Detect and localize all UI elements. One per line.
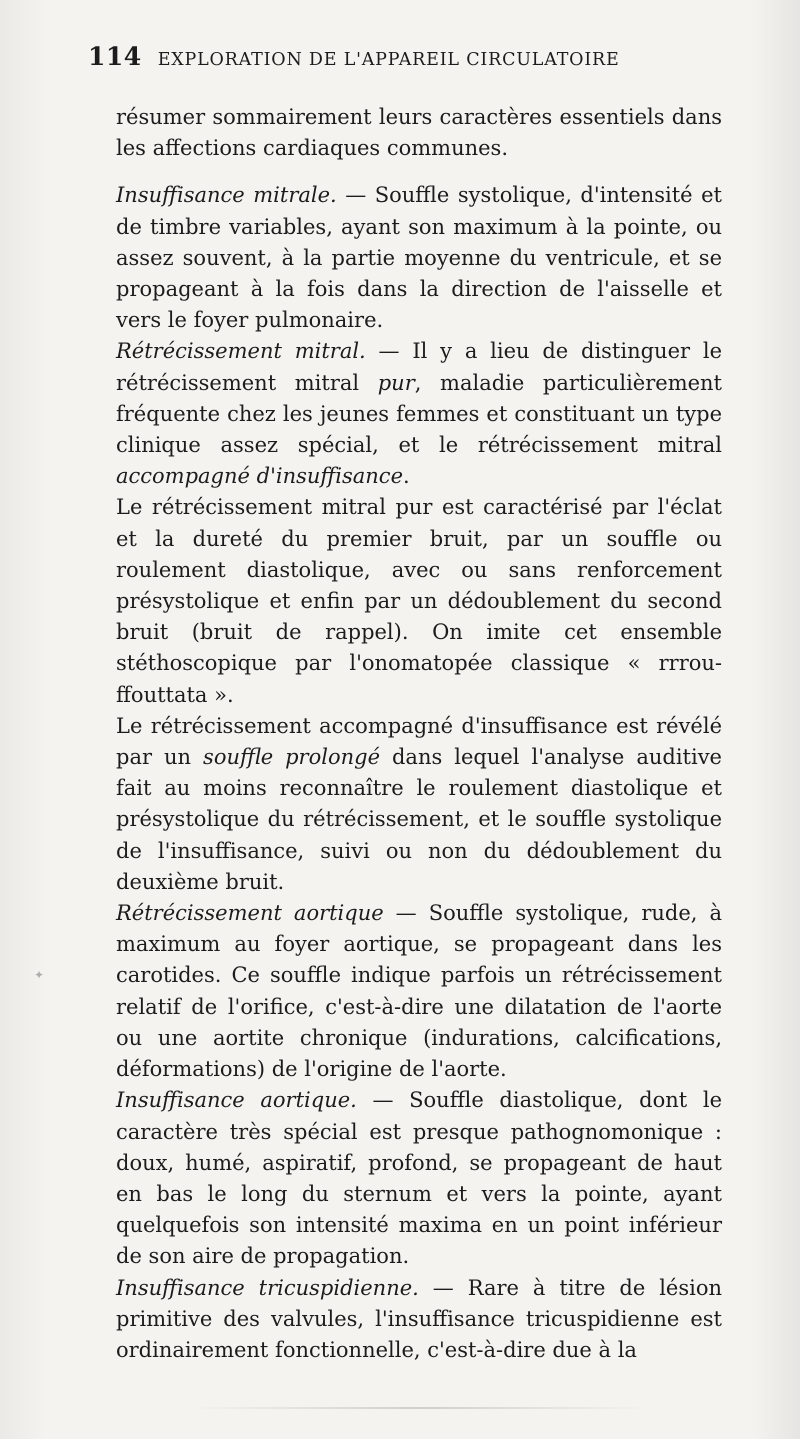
paragraph-retrecissement-pur: Le rétrécissement mitral pur est caractérisé par l'éclat et la dureté du premier bruit, par un souffle ou roulement diastolique, avec ou sans renforcement présystolique et enfin par un dédoublement du second bruit (bruit de rappel). On imite cet ensemble stéthoscopique par l'onomatopée classique « rrrou-ffouttata ». (116, 495, 722, 707)
paragraph-text: . (403, 464, 410, 489)
paragraph-text: Le rétrécissement accompagné d'insuffisance est révélé par un (116, 713, 722, 770)
term-souffle-prolonge: souffle prolongé (203, 745, 380, 770)
term-pur: pur (377, 370, 415, 395)
paragraph-text: — Il y a lieu de distinguer le rétrécissement mitral (116, 339, 722, 395)
paragraph-retrecissement-accompagne (116, 711, 722, 898)
show-through-line (190, 1407, 650, 1409)
running-head (88, 42, 722, 78)
paragraph-insuffisance-tricuspidienne (116, 1273, 722, 1367)
section-heading-retrecissement-aortique: Rétrécissement aortique (116, 901, 384, 926)
paragraph-insuffisance-aortique (116, 1085, 722, 1272)
paragraph-text: — Souffle diastolique, dont le caractère très spécial est presque pathognomonique : doux, humé, aspiratif, profond, se propageant de haut en bas le long du sternum et vers la pointe, ayant quelquefois son intensité maxima en un point inférieur de son aire de propagation. (116, 1088, 722, 1269)
term-accompagne: accompagné d'insuffisance (116, 464, 403, 489)
paragraph-text: , maladie particulièrement fréquente chez les jeunes femmes et constituant un type clinique assez spécial, et le rétrécissement mitral (116, 370, 722, 458)
paragraph-text: — Rare à titre de lésion primitive des valvules, l'insuffisance tricuspidienne est ordinairement fonctionnelle, c'est-à-dire due à la (116, 1275, 722, 1362)
body-text (116, 102, 722, 1366)
section-heading-insuffisance-tricuspidienne: Insuffisance tricuspidienne. (116, 1275, 419, 1300)
section-heading-retrecissement-mitral: Rétrécissement mitral. (116, 339, 366, 364)
paragraph-retrecissement-mitral (116, 336, 722, 492)
paragraph-insuffisance-mitrale (116, 180, 722, 336)
paragraph-text: — Souffle systolique, rude, à maximum au foyer aortique, se propageant dans les carotides. Ce souffle indique parfois un rétrécissement relatif de l'orifice, c'est-à-dire une dilatation de l'aorte ou une aortite chronique (indurations, calcifications, déformations) de l'origine de l'aorte. (116, 901, 722, 1082)
page-number: 114 (88, 42, 142, 71)
section-heading-insuffisance-aortique: Insuffisance aortique. (116, 1088, 357, 1113)
paragraph-text: — Souffle systolique, d'intensité et de timbre variables, ayant son maximum à la pointe, ou assez souvent, à la partie moyenne du ventricule, et se propageant à la fois dans la direction de l'aisselle et vers le foyer pulmonaire. (116, 183, 722, 333)
paragraph-retrecissement-aortique (116, 898, 722, 1085)
paragraph-text: dans lequel l'analyse auditive fait au moins reconnaître le roulement diastolique et présystolique du rétrécissement, et le souffle systolique de l'insuffisance, suivi ou non du dédoublement du deuxième bruit. (116, 745, 722, 894)
section-heading-insuffisance-mitrale: Insuffisance mitrale. (116, 183, 337, 208)
print-speck: ✦ (34, 968, 45, 982)
intro-paragraph: résumer sommairement leurs caractères essentiels dans les affections cardiaques communes. (116, 105, 722, 161)
running-title: EXPLORATION DE L'APPAREIL CIRCULATOIRE (157, 50, 620, 70)
